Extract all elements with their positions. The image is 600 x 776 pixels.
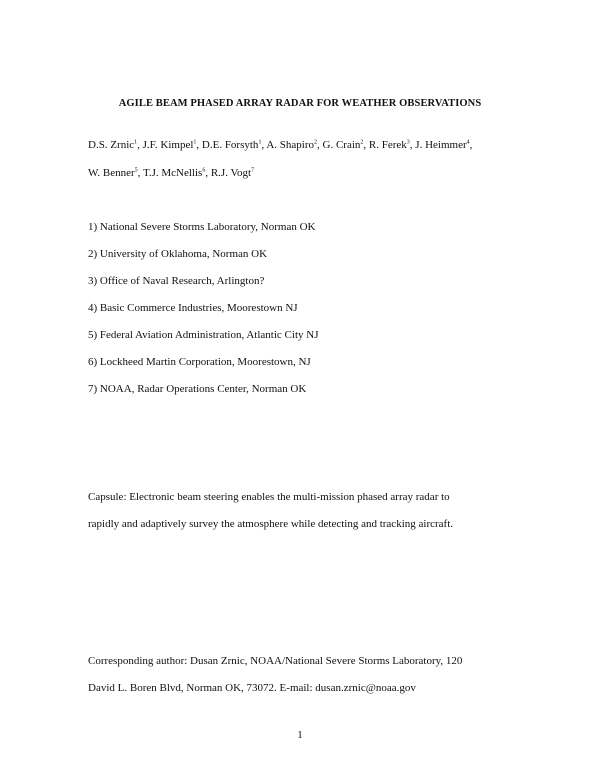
author: R.J. Vogt — [210, 167, 252, 179]
author-affiliation-marker: 1 — [258, 139, 262, 146]
author-affiliation-marker: 7 — [251, 167, 255, 174]
author: T.J. McNellis — [142, 167, 203, 179]
affiliation: 2) University of Oklahoma, Norman OK — [88, 248, 268, 260]
author: G. Crain — [322, 139, 361, 151]
author: D.S. Zrnic — [88, 139, 135, 151]
author-affiliation-marker: 2 — [360, 139, 364, 146]
affiliation: 7) NOAA, Radar Operations Center, Norman OK — [88, 383, 307, 395]
author: W. Benner — [88, 167, 135, 179]
capsule-line: rapidly and adaptively survey the atmosphere while detecting and tracking aircraft. — [88, 518, 453, 530]
paper-title: AGILE BEAM PHASED ARRAY RADAR FOR WEATHER OBSERVATIONS — [118, 98, 482, 109]
author: D.E. Forsyth — [201, 139, 259, 151]
corresponding-author-line: Corresponding author: Dusan Zrnic, NOAA/National Severe Storms Laboratory, 120 — [88, 655, 463, 667]
author-affiliation-marker: 6 — [202, 167, 206, 174]
corresponding-author-line: David L. Boren Blvd, Norman OK, 73072. E-mail: dusan.zrnic@noaa.gov — [88, 682, 416, 694]
author: J. Heimmer — [415, 139, 467, 151]
author: J.F. Kimpel — [142, 139, 194, 151]
page-number: 1 — [297, 729, 303, 741]
author-affiliation-marker: 2 — [314, 139, 318, 146]
capsule-line: Capsule: Electronic beam steering enables the multi-mission phased array radar to — [88, 491, 450, 503]
affiliation: 6) Lockheed Martin Corporation, Moorestown, NJ — [88, 356, 311, 368]
author: A. Shapiro — [266, 139, 315, 151]
author-affiliation-marker: 1 — [193, 139, 197, 146]
author-affiliation-marker: 4 — [466, 139, 470, 146]
authors-line-2: W. Benner$^5$, T.J. McNellis$^6$, R.J. Vogt$^7$ — [88, 167, 255, 179]
affiliation: 3) Office of Naval Research, Arlington? — [88, 275, 265, 287]
affiliation: 4) Basic Commerce Industries, Moorestown NJ — [88, 302, 298, 314]
authors-line-1: D.S. Zrnic$^1$, J.F. Kimpel$^1$, D.E. Forsyth$^1$, A. Shapiro$^2$, G. Crain$^2$, R. Ferek$^3$, J. Heimmer$^4$, — [88, 139, 473, 151]
affiliation: 1) National Severe Storms Laboratory, Norman OK — [88, 221, 316, 233]
author: R. Ferek — [368, 139, 407, 151]
author-affiliation-marker: 1 — [134, 139, 138, 146]
affiliation: 5) Federal Aviation Administration, Atlantic City NJ — [88, 329, 319, 341]
author-affiliation-marker: 3 — [406, 139, 410, 146]
author-affiliation-marker: 5 — [134, 167, 138, 174]
